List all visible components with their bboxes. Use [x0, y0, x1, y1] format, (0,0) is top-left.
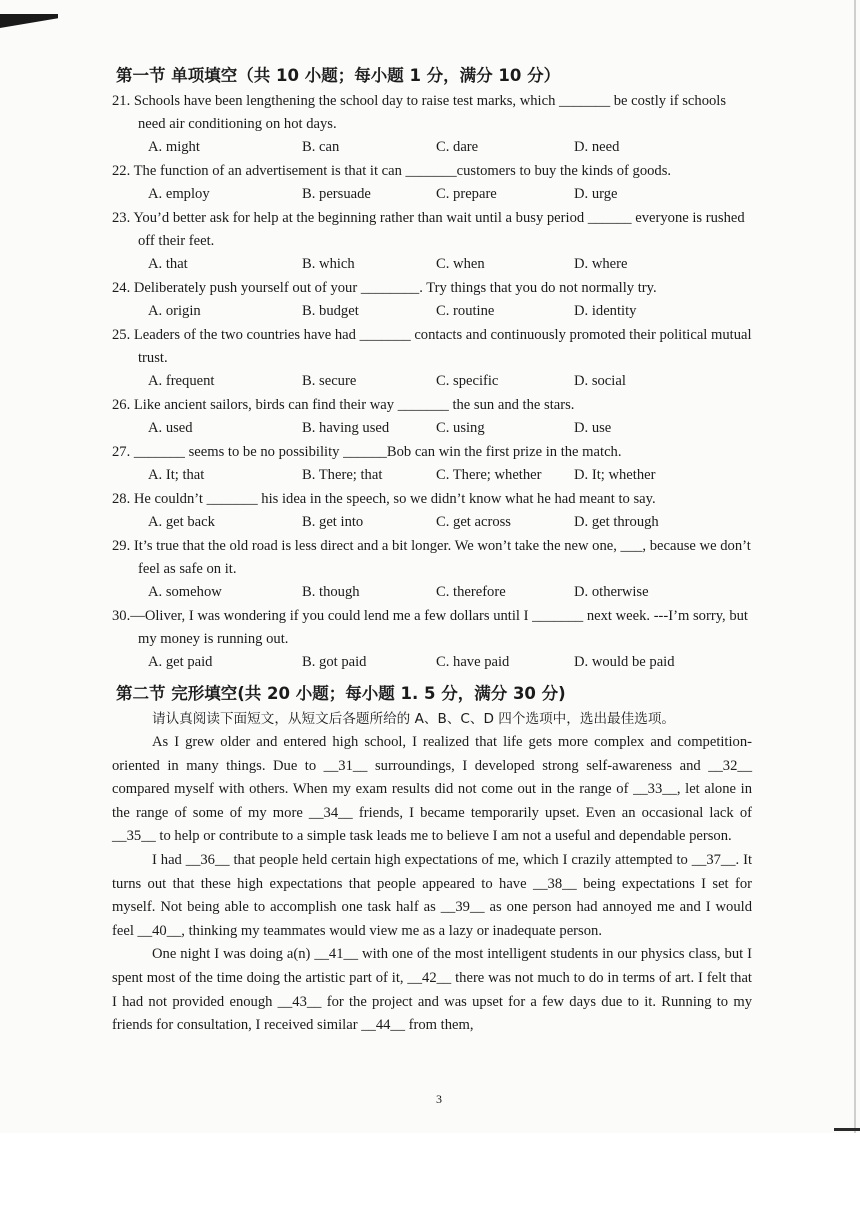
option-b: B. There; that — [302, 467, 383, 483]
option-a: A. employ — [148, 186, 210, 202]
option-c: C. dare — [436, 139, 479, 155]
question-item — [112, 394, 752, 440]
question-stem: 27. _______ seems to be no possibility ______Bob can win the first prize in the match. — [112, 444, 622, 460]
question-stem: 23. You’d better ask for help at the beginning rather than wait until a busy period ______ everyone is rushed off their feet. — [112, 210, 745, 249]
scan-bottom-margin — [0, 1133, 860, 1217]
question-stem: 21. Schools have been lengthening the school day to raise test marks, which _______ be costly if schools need air conditioning on hot days. — [112, 93, 727, 132]
option-a: A. somehow — [148, 584, 222, 600]
question-stem: 22. The function of an advertisement is that it can _______customers to buy the kinds of goods. — [112, 163, 672, 179]
option-b: B. though — [302, 584, 360, 600]
option-d: D. where — [574, 256, 628, 272]
question-list — [112, 90, 752, 674]
passage-paragraph: As I grew older and entered high school, I realized that life gets more complex and competition-oriented in many things. Due to __31__ surroundings, I developed strong self-awareness and __32__ compared myself with others. When my exam results did not come out in the range of __33__, let alone in the range of some of my more __34__ friends, I became temporarily upset. Even an occasional lack of __35__ to help or contribute to a simple task leads me to believe I am not a useful and dependable person. — [112, 734, 752, 845]
option-row — [112, 253, 752, 276]
option-a: A. that — [148, 256, 188, 272]
question-item — [112, 441, 752, 487]
option-d: D. otherwise — [574, 584, 649, 600]
section2-title: 第二节 完形填空(共 20 小题；每小题 1. 5 分，满分 30 分) — [116, 684, 566, 703]
section1-title: 第一节 单项填空（共 10 小题；每小题 1 分，满分 10 分） — [116, 66, 561, 85]
cloze-passage — [112, 731, 752, 1038]
option-row — [112, 370, 752, 393]
scan-edge-mark — [834, 1128, 860, 1131]
question-item — [112, 160, 752, 206]
option-c: C. when — [436, 256, 485, 272]
section2-instruction: 请认真阅读下面短文，从短文后各题所给的 A、B、C、D 四个选项中，选出最佳选项。 — [152, 711, 676, 727]
option-row — [112, 136, 752, 159]
page-number: 3 — [436, 1092, 442, 1106]
question-item — [112, 90, 752, 159]
option-c: C. using — [436, 420, 485, 436]
option-c: C. prepare — [436, 186, 497, 202]
option-d: D. use — [574, 420, 612, 436]
passage-paragraph: I had __36__ that people held certain high expectations of me, which I crazily attempted to __37__. It turns out that these high expectations that people appeared to have __38__ being expectations I set for myself. Not being able to accomplish one task half as __39__ as one person had annoyed me and I would feel __40__, thinking my teammates would view me as a lazy or inadequate person. — [112, 851, 752, 939]
option-row — [112, 511, 752, 534]
option-d: D. urge — [574, 186, 618, 202]
question-item — [112, 488, 752, 534]
option-b: B. got paid — [302, 654, 367, 670]
option-row — [112, 417, 752, 440]
option-row — [112, 183, 752, 206]
option-b: B. which — [302, 256, 355, 272]
question-stem: 26. Like ancient sailors, birds can find their way _______ the sun and the stars. — [112, 397, 575, 413]
scan-edge-line — [854, 0, 856, 1217]
option-b: B. persuade — [302, 186, 371, 202]
question-item — [112, 207, 752, 276]
scan-corner-mark — [0, 14, 58, 28]
option-c: C. therefore — [436, 584, 506, 600]
question-stem: 24. Deliberately push yourself out of your ________. Try things that you do not normally try. — [112, 280, 657, 296]
option-a: A. origin — [148, 303, 201, 319]
option-b: B. secure — [302, 373, 357, 389]
option-a: A. might — [148, 139, 200, 155]
option-a: A. get paid — [148, 654, 213, 670]
option-row — [112, 300, 752, 323]
question-item — [112, 277, 752, 323]
question-item — [112, 324, 752, 393]
option-b: B. having used — [302, 420, 390, 436]
question-item — [112, 605, 752, 674]
option-row — [112, 651, 752, 674]
option-b: B. get into — [302, 514, 364, 530]
question-stem: 30.—Oliver, I was wondering if you could lend me a few dollars until I _______ next week. ---I’m sorry, but my money is running out. — [112, 608, 748, 647]
option-c: C. get across — [436, 514, 511, 530]
option-c: C. routine — [436, 303, 495, 319]
option-row — [112, 464, 752, 487]
option-d: D. would be paid — [574, 654, 675, 670]
option-d: D. need — [574, 139, 620, 155]
exam-page — [112, 62, 752, 1038]
option-d: D. It; whether — [574, 467, 656, 483]
question-stem: 29. It’s true that the old road is less direct and a bit longer. We won’t take the new one, ___, because we don’t feel as safe on it. — [112, 538, 751, 577]
question-stem: 28. He couldn’t _______ his idea in the speech, so we didn’t know what he had meant to say. — [112, 491, 656, 507]
question-item — [112, 535, 752, 604]
option-row — [112, 581, 752, 604]
option-d: D. get through — [574, 514, 659, 530]
option-c: C. have paid — [436, 654, 510, 670]
option-a: A. frequent — [148, 373, 215, 389]
option-a: A. It; that — [148, 467, 205, 483]
option-b: B. budget — [302, 303, 359, 319]
option-c: C. specific — [436, 373, 499, 389]
question-stem: 25. Leaders of the two countries have had _______ contacts and continuously promoted their political mutual trust. — [112, 327, 752, 366]
option-a: A. get back — [148, 514, 215, 530]
option-a: A. used — [148, 420, 193, 436]
option-b: B. can — [302, 139, 340, 155]
option-d: D. social — [574, 373, 626, 389]
option-d: D. identity — [574, 303, 637, 319]
option-c: C. There; whether — [436, 467, 542, 483]
passage-paragraph: One night I was doing a(n) __41__ with one of the most intelligent students in our physics class, but I spent most of the time doing the artistic part of it, __42__ there was not much to do in terms of art. I felt that I had not provided enough __43__ for the project and was upset for a few days due to it. Running to my friends for consultation, I received similar __44__ from them, — [112, 946, 752, 1034]
